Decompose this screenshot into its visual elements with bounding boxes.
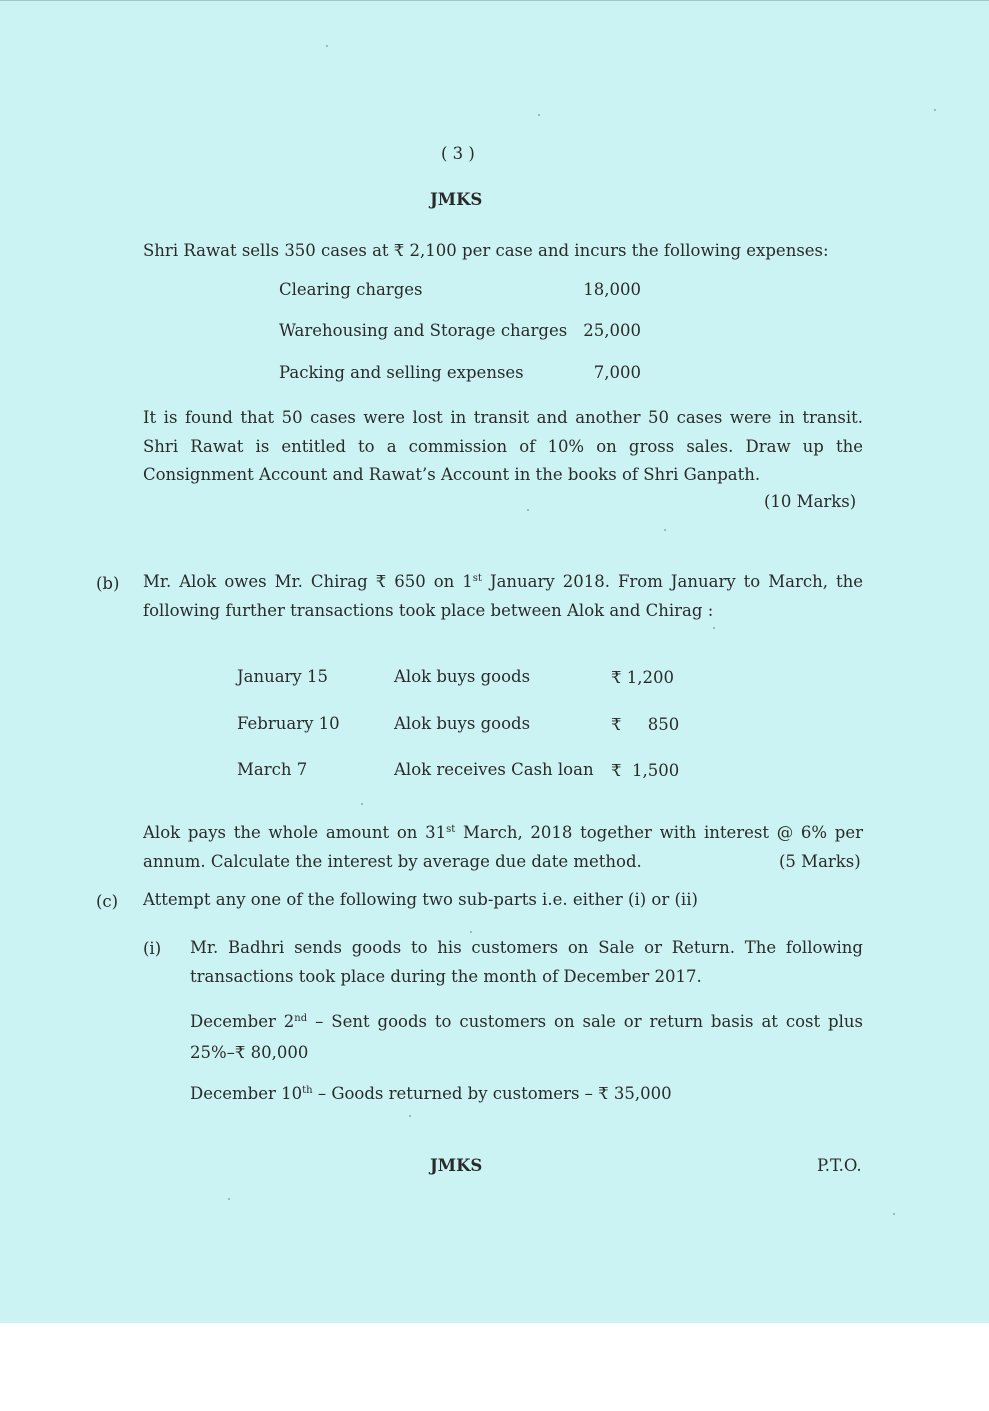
section-b-body-part1: Alok pays the whole amount on 31	[143, 823, 447, 842]
scan-speck	[326, 45, 328, 47]
section-c-label: (c)	[96, 892, 119, 911]
entry-text: – Goods returned by customers – ₹ 35,000	[312, 1084, 672, 1103]
section-a-marks: (10 Marks)	[764, 492, 857, 511]
scan-speck	[228, 1198, 230, 1200]
transaction-desc: Alok buys goods	[394, 667, 531, 686]
scan-speck	[664, 529, 666, 531]
superscript: th	[302, 1085, 313, 1096]
expense-label: Packing and selling expenses	[279, 363, 524, 382]
scan-speck	[527, 509, 529, 511]
expense-amount: 25,000	[583, 321, 641, 340]
transaction-amount: ₹ 1,200	[611, 668, 674, 687]
section-b-marks: (5 Marks)	[779, 852, 861, 871]
scan-speck	[538, 114, 540, 116]
superscript: st	[446, 824, 456, 835]
sub-part-i-text: Mr. Badhri sends goods to his customers on Sale or Return. The following transactions took place during the month of December 2017.	[190, 938, 863, 986]
sub-part-i-entry	[190, 1006, 863, 1068]
expense-label: Warehousing and Storage charges	[279, 321, 568, 340]
transaction-desc: Alok receives Cash loan	[394, 760, 594, 779]
section-b-body-part2: March, 2018 together with interest @ 6% per annum. Calculate the interest by average due date method.	[143, 823, 863, 871]
transaction-amount: ₹ 850	[611, 715, 680, 734]
section-b-label: (b)	[96, 574, 120, 593]
scan-speck	[713, 627, 715, 629]
sub-part-i-entry	[190, 1084, 672, 1103]
transaction-date: March 7	[237, 760, 308, 779]
scan-speck	[934, 109, 936, 111]
superscript: nd	[294, 1013, 308, 1024]
section-b-body	[143, 819, 863, 876]
transaction-amount: ₹ 1,500	[611, 761, 680, 780]
section-a-intro: Shri Rawat sells 350 cases at ₹ 2,100 per case and incurs the following expenses:	[143, 241, 829, 260]
transaction-date: February 10	[237, 714, 340, 733]
entry-date: December 2	[190, 1012, 295, 1031]
expense-amount: 18,000	[583, 280, 641, 299]
entry-date: December 10	[190, 1084, 303, 1103]
scan-speck	[409, 1115, 411, 1117]
scan-speck	[893, 1213, 895, 1215]
transaction-desc: Alok buys goods	[394, 714, 531, 733]
section-b-intro	[143, 568, 863, 625]
section-a-body: It is found that 50 cases were lost in transit and another 50 cases were in transit. Shri Rawat is entitled to a commission of 10% on gross sales. Draw up the Consignment Account and Rawat’s Account in the books of Shri Ganpath.	[143, 408, 863, 484]
entry-text: – Sent goods to customers on sale or return basis at cost plus 25%–₹ 80,000	[190, 1012, 863, 1062]
expense-label: Clearing charges	[279, 280, 423, 299]
pto-label: P.T.O.	[817, 1156, 862, 1175]
page-number: ( 3 )	[441, 144, 475, 163]
footer-code: JMKS	[430, 1156, 483, 1175]
sub-part-label: (i)	[143, 939, 162, 958]
superscript: st	[472, 573, 482, 584]
header-code: JMKS	[430, 190, 483, 209]
section-b-intro-part2: January 2018. From January to March, the following further transactions took place between Alok and Chirag :	[143, 572, 863, 620]
section-c-intro: Attempt any one of the following two sub-parts i.e. either (i) or (ii)	[143, 890, 698, 909]
section-b-intro-part1: Mr. Alok owes Mr. Chirag ₹ 650 on 1	[143, 572, 473, 591]
expense-amount: 7,000	[593, 363, 641, 382]
transaction-date: January 15	[237, 667, 328, 686]
scan-speck	[361, 803, 363, 805]
scan-speck	[470, 931, 472, 933]
